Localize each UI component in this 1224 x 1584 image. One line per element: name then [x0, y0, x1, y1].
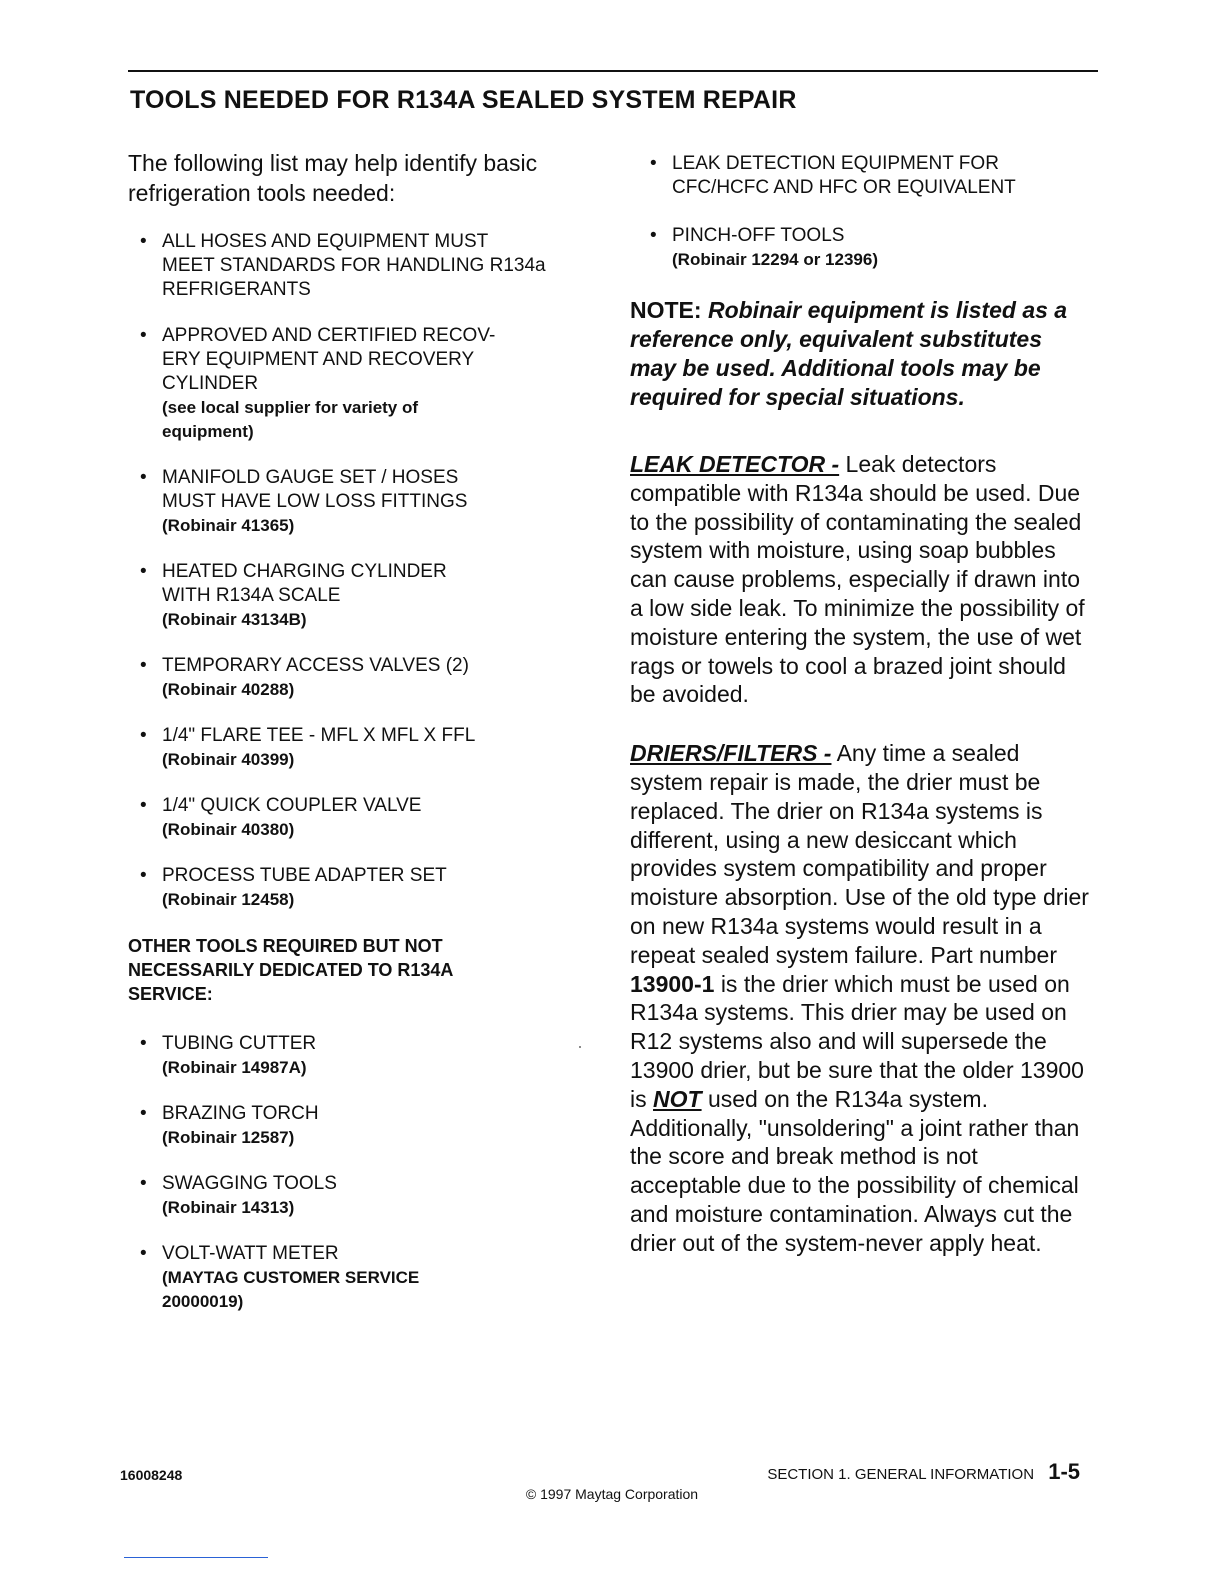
tool-name: PROCESS TUBE ADAPTER SET: [162, 865, 447, 886]
section-label: SECTION 1. GENERAL INFORMATION: [767, 1466, 1035, 1483]
tool-note: (Robinair 12458): [162, 890, 295, 909]
tool-note: (Robinair 12587): [162, 1128, 295, 1147]
bullet-icon: •: [140, 467, 147, 488]
list-item: [128, 1102, 598, 1150]
page-number: 1-5: [1048, 1459, 1080, 1484]
tool-note: (Robinair 40288): [162, 680, 295, 699]
note-block: [630, 296, 1090, 412]
right-column: [630, 152, 1090, 1288]
bullet-icon: •: [140, 725, 147, 746]
list-item: [128, 560, 598, 632]
tool-name: 1/4" FLARE TEE - MFL X MFL X FFL: [162, 725, 476, 746]
bullet-icon: •: [140, 325, 147, 346]
tool-note: (Robinair 40399): [162, 750, 295, 769]
bullet-icon: •: [140, 865, 147, 886]
bullet-icon: •: [140, 1173, 147, 1194]
section-footer: [767, 1459, 1080, 1485]
tool-name: MANIFOLD GAUGE SET / HOSES MUST HAVE LOW LOSS FITTINGS: [162, 467, 468, 512]
driers-text-2: is the drier which must be used on R134a systems. This drier may be used on R12 systems also and will supersede the 13900 drier, but be sure that the older 13900 is: [630, 970, 1084, 1112]
bullet-icon: •: [140, 1243, 147, 1264]
document-number: 16008248: [120, 1467, 183, 1483]
detection-tools-list: [638, 152, 1090, 272]
tool-note: (Robinair 40380): [162, 820, 295, 839]
list-item: [128, 794, 598, 842]
list-item: [128, 654, 598, 702]
list-item: [128, 324, 598, 444]
bullet-icon: •: [650, 225, 657, 246]
tool-name: LEAK DETECTION EQUIPMENT FOR CFC/HCFC AND HFC OR EQUIVALENT: [672, 153, 1016, 198]
note-text: Robinair equipment is listed as a reference only, equivalent substitutes may be used. Additional tools may be required for special situations.: [630, 297, 1068, 410]
tool-name: VOLT-WATT METER: [162, 1243, 339, 1264]
intro-text: The following list may help identify basic refrigeration tools needed:: [128, 150, 538, 206]
bullet-icon: •: [140, 231, 147, 252]
page-title: TOOLS NEEDED FOR R134A SEALED SYSTEM REPAIR: [130, 86, 797, 114]
list-item: [128, 724, 598, 772]
leak-detector-label: LEAK DETECTOR -: [630, 451, 840, 477]
copyright: © 1997 Maytag Corporation: [525, 1486, 699, 1502]
tool-name: ALL HOSES AND EQUIPMENT MUST MEET STANDARDS FOR HANDLING R134a REFRIGERANTS: [162, 231, 546, 300]
list-item: [638, 152, 1090, 200]
tool-name: PINCH-OFF TOOLS: [672, 225, 845, 246]
list-item: [128, 1172, 598, 1220]
tool-name: BRAZING TORCH: [162, 1103, 319, 1124]
leak-detector-text: Leak detectors compatible with R134a should be used. Due to the possibility of contaminating the sealed system with moisture, using soap bubbles can cause problems, especially if drawn into a low side leak. To minimize the possibility of moisture entering the system, the use of wet rags or towels to cool a brazed joint should be avoided.: [630, 451, 1085, 708]
list-item: [128, 1242, 598, 1314]
list-item: [128, 230, 598, 302]
tool-note: (Robinair 12294 or 12396): [672, 250, 878, 269]
tool-name: TEMPORARY ACCESS VALVES (2): [162, 655, 469, 676]
bullet-icon: •: [140, 1033, 147, 1054]
tool-note: (Robinair 41365): [162, 516, 295, 535]
note-label: NOTE:: [630, 297, 702, 323]
not-emphasis: NOT: [653, 1085, 702, 1112]
tool-note: (MAYTAG CUSTOMER SERVICE 20000019): [162, 1268, 420, 1311]
bullet-icon: •: [650, 153, 657, 174]
list-item: [128, 864, 598, 912]
leak-detector-paragraph: [630, 450, 1090, 709]
tool-name: 1/4" QUICK COUPLER VALVE: [162, 795, 422, 816]
scan-line: [124, 1557, 268, 1558]
tool-name: SWAGGING TOOLS: [162, 1173, 337, 1194]
tool-name: APPROVED AND CERTIFIED RECOV- ERY EQUIPMENT AND RECOVERY CYLINDER: [162, 325, 496, 394]
list-item: [128, 466, 598, 538]
list-item: [128, 1032, 598, 1080]
scan-speck: [579, 1046, 581, 1048]
tool-note: (Robinair 14987A): [162, 1058, 307, 1077]
bullet-icon: •: [140, 561, 147, 582]
driers-text-1: Any time a sealed system repair is made, the drier must be replaced. The drier on R134a systems is different, using a new desiccant which provides system compatibility and proper moisture absorption. Use of the old type drier on new R134a systems would result in a repeat sealed system failure. Part number: [630, 740, 1089, 968]
tool-note: (see local supplier for variety of equipment): [162, 398, 419, 441]
driers-text-3: used on the R134a system. Additionally, "unsoldering" a joint rather than the score and break method is not acceptable due to the possibility of chemical and moisture contamination. Always cut the drier out of the system-never apply heat.: [630, 1085, 1080, 1256]
other-tools-list: [128, 1032, 598, 1314]
bullet-icon: •: [140, 655, 147, 676]
title-rule: [128, 70, 1098, 72]
driers-filters-label: DRIERS/FILTERS -: [630, 740, 832, 767]
bullet-icon: •: [140, 1103, 147, 1124]
required-tools-list: [128, 230, 598, 912]
driers-filters-paragraph: [630, 739, 1090, 1257]
left-column: [128, 148, 598, 1336]
part-number: 13900-1: [630, 970, 715, 997]
tool-name: HEATED CHARGING CYLINDER WITH R134A SCALE: [162, 561, 447, 606]
tool-note: (Robinair 43134B): [162, 610, 307, 629]
tool-name: TUBING CUTTER: [162, 1033, 317, 1054]
bullet-icon: •: [140, 795, 147, 816]
other-tools-heading: OTHER TOOLS REQUIRED BUT NOT NECESSARILY DEDICATED TO R134A SERVICE:: [128, 936, 454, 1004]
list-item: [638, 224, 1090, 272]
tool-note: (Robinair 14313): [162, 1198, 295, 1217]
